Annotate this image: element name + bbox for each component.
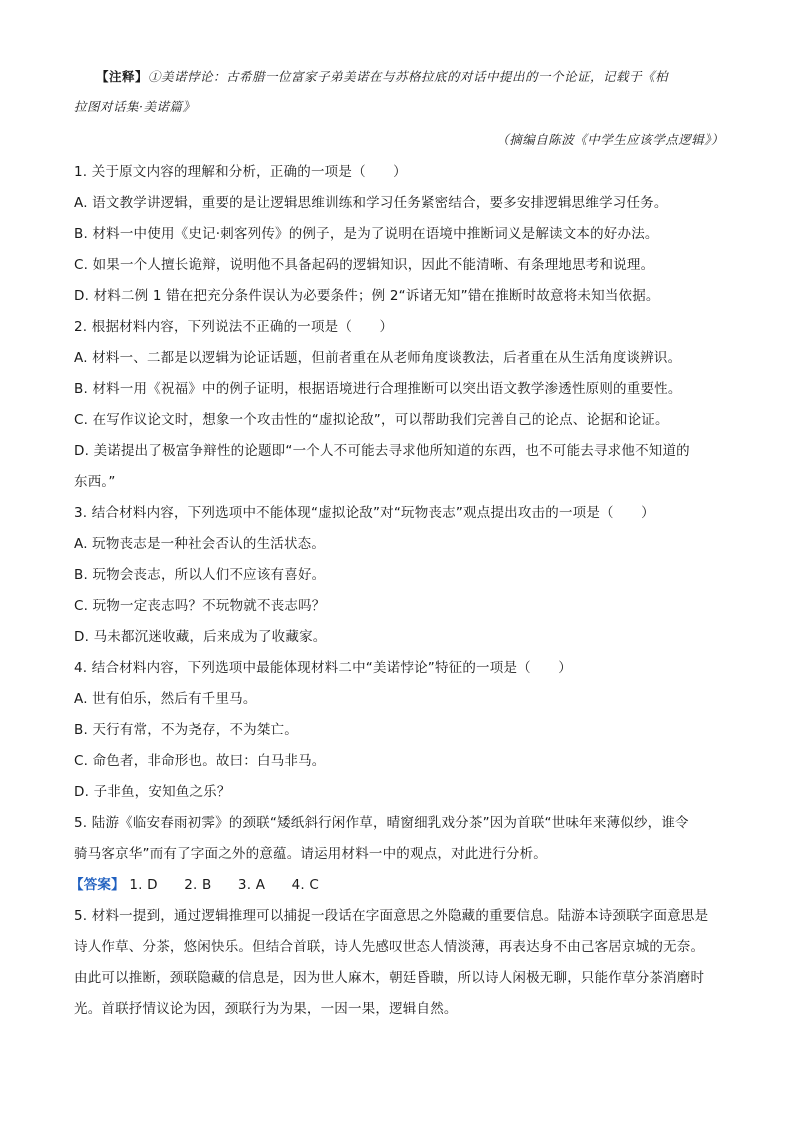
- annotation-line-2: 拉图对话集·美诺篇》: [74, 99, 196, 114]
- answer-item-1: 1. D: [129, 877, 158, 893]
- q5-stem-line-2: 骑马客京华”而有了字面之外的意蕴。请运用材料一中的观点，对此进行分析。: [74, 846, 547, 862]
- q5-stem-line-1: 5. 陆游《临安春雨初霁》的颈联“矮纸斜行闲作草，晴窗细乳戏分茶”因为首联“世味年来薄似纱，谁令: [74, 815, 689, 831]
- q1-option-c: C. 如果一个人擅长诡辩，说明他不具备起码的逻辑知识，因此不能清晰、有条理地思考和说理。: [74, 257, 655, 273]
- q2-option-d-line-2: 东西。”: [74, 474, 116, 490]
- answer-item-4: 4. C: [291, 877, 320, 893]
- q3-option-c: C. 玩物一定丧志吗？不玩物就不丧志吗？: [74, 598, 326, 614]
- q1-option-d: D. 材料二例 1 错在把充分条件误认为必要条件；例 2“诉诸无知”错在推断时故意将未知当依据。: [74, 288, 660, 304]
- answer-explain-line-2: 诗人作草、分茶，悠闲快乐。但结合首联，诗人先感叹世态人情淡薄，再表达身不由己客居京城的无奈。: [74, 939, 705, 955]
- q2-option-a: A. 材料一、二都是以逻辑为论证话题，但前者重在从老师角度谈教法，后者重在从生活角度谈辨识。: [74, 350, 682, 366]
- answer-label: 【答案】: [70, 877, 125, 893]
- answer-item-3: 3. A: [237, 877, 266, 893]
- answer-explain-line-3: 由此可以推断，颈联隐藏的信息是，因为世人麻木，朝廷昏聩，所以诗人闲极无聊，只能作草分茶消磨时: [74, 970, 705, 986]
- source-citation: （摘编自陈波《中学生应该学点逻辑》）: [496, 132, 724, 147]
- annotation-label: 【注释】: [96, 69, 149, 84]
- q3-option-b: B. 玩物会丧志，所以人们不应该有喜好。: [74, 567, 326, 583]
- q2-option-b: B. 材料一用《祝福》中的例子证明，根据语境进行合理推断可以突出语文教学渗透性原则的重要性。: [74, 381, 682, 397]
- answer-item-2: 2. B: [184, 877, 212, 893]
- q3-stem: 3. 结合材料内容，下列选项中不能体现“虚拟论敌”对“玩物丧志”观点提出攻击的一项是（ ）: [74, 505, 655, 521]
- q2-option-d-line-1: D. 美诺提出了极富争辩性的论题即“一个人不可能去寻求他所知道的东西，也不可能去寻求他不知道的: [74, 443, 690, 459]
- q4-option-d: D. 子非鱼，安知鱼之乐？: [74, 784, 231, 800]
- q4-stem: 4. 结合材料内容，下列选项中最能体现材料二中“美诺悖论”特征的一项是（ ）: [74, 660, 572, 676]
- q4-option-c: C. 命色者，非命形也。故曰：白马非马。: [74, 753, 326, 769]
- answer-explain-line-4: 光。首联抒情议论为因，颈联行为为果，一因一果，逻辑自然。: [74, 1001, 458, 1017]
- q3-option-a: A. 玩物丧志是一种社会否认的生活状态。: [74, 536, 326, 552]
- q1-option-a: A. 语文教学讲逻辑，重要的是让逻辑思维训练和学习任务紧密结合，要多安排逻辑思维学习任务。: [74, 195, 668, 211]
- q2-option-c: C. 在写作议论文时，想象一个攻击性的“虚拟论敌”，可以帮助我们完善自己的论点、论据和论证。: [74, 412, 669, 428]
- q4-option-b: B. 天行有常，不为尧存，不为桀亡。: [74, 722, 298, 738]
- q1-stem: 1. 关于原文内容的理解和分析，正确的一项是（ ）: [74, 164, 407, 180]
- annotation-text-1: ①美诺悖论：古希腊一位富家子弟美诺在与苏格拉底的对话中提出的一个论证，记载于《柏: [148, 69, 669, 84]
- q1-option-b: B. 材料一中使用《史记·刺客列传》的例子，是为了说明在语境中推断词义是解读文本的好办法。: [74, 226, 659, 242]
- q4-option-a: A. 世有伯乐，然后有千里马。: [74, 691, 257, 707]
- answer-explain-line-1: 5. 材料一提到，通过逻辑推理可以捕捉一段话在字面意思之外隐藏的重要信息。陆游本诗颈联字面意思是: [74, 908, 709, 924]
- q3-option-d: D. 马未都沉迷收藏，后来成为了收藏家。: [74, 629, 327, 645]
- annotation-line-1: [96, 62, 746, 92]
- answer-row: [70, 875, 730, 895]
- q2-stem: 2. 根据材料内容，下列说法不正确的一项是（ ）: [74, 319, 394, 335]
